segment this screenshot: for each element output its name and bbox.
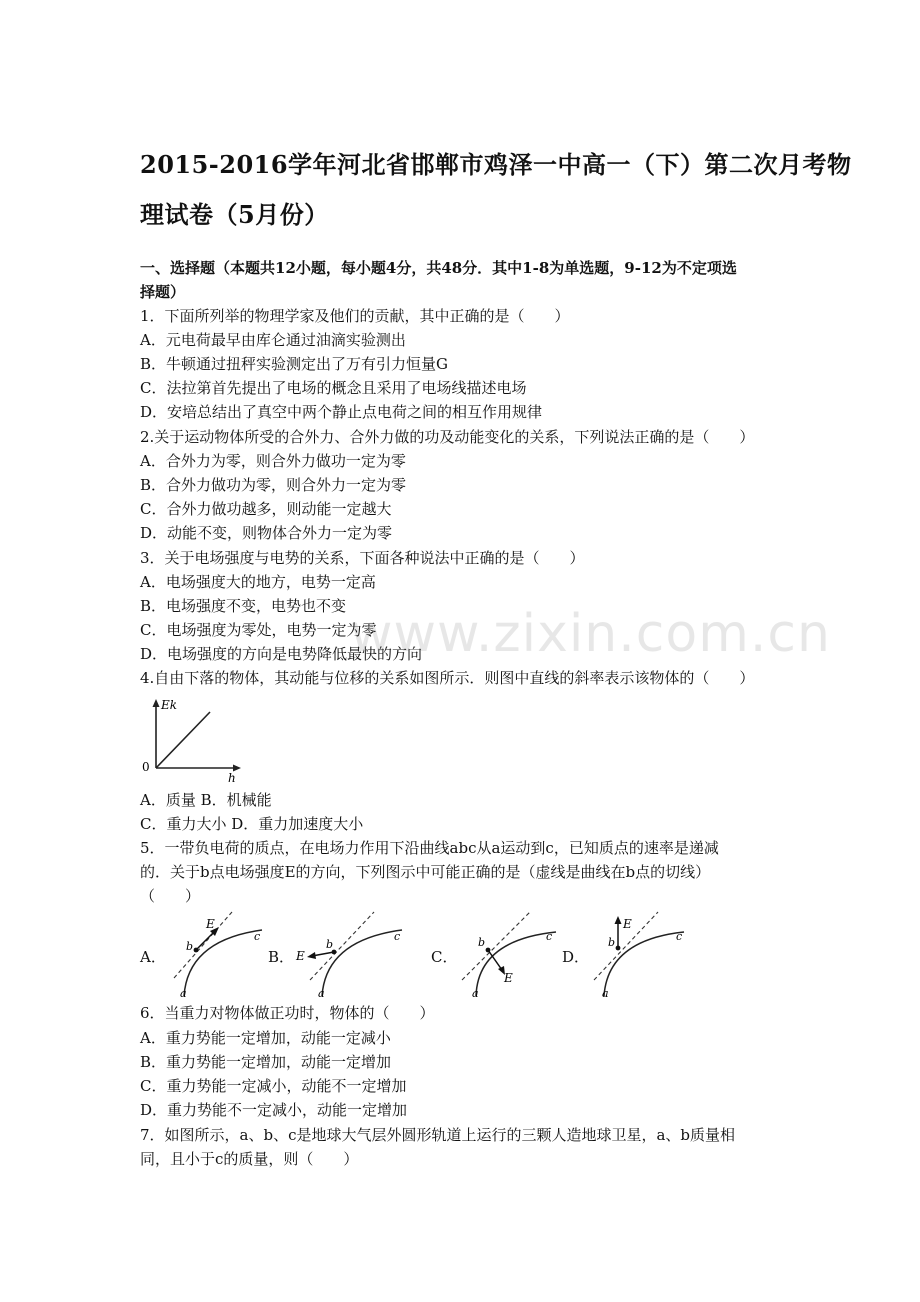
question-3-option-a: A．电场强度大的地方，电势一定高 (140, 573, 376, 591)
question-1-stem: 1．下面所列举的物理学家及他们的贡献，其中正确的是（ ） (140, 307, 570, 325)
question-5-option-b-letter: B． (268, 948, 295, 966)
question-2-option-a: A．合外力为零，则合外力做功一定为零 (140, 452, 406, 470)
tangent-line (462, 912, 530, 980)
field-curve (476, 932, 556, 996)
question-1-option-d: D．安培总结出了真空中两个静止点电荷之间的相互作用规律 (140, 403, 543, 421)
question-4-stem: 4.自由下落的物体，其动能与位移的关系如图所示．则图中直线的斜率表示该物体的（ ） (140, 669, 755, 687)
question-5-figure-d (588, 910, 692, 998)
question-5-figure-a (166, 910, 274, 998)
question-3-option-d: D．电场强度的方向是电势降低最快的方向 (140, 645, 423, 663)
graph-origin-label: 0 (142, 760, 150, 774)
question-1-option-b: B．牛顿通过扭秤实验测定出了万有引力恒量G (140, 355, 449, 373)
question-7-stem-line1: 7．如图所示，a、b、c是地球大气层外圆形轨道上运行的三颗人造地球卫星，a、b质量相 (140, 1126, 736, 1144)
svg-text:a: a (602, 987, 609, 998)
question-5-option-a-letter: A． (140, 948, 166, 966)
question-5-stem-line1: 5．一带负电荷的质点，在电场力作用下沿曲线abc从a运动到c，已知质点的速率是递减 (140, 839, 719, 857)
question-4-option-ab: A．质量 B．机械能 (140, 791, 272, 809)
exam-title-line2: 理试卷（5月份） (140, 200, 329, 229)
question-3-option-c: C．电场强度为零处，电势一定为零 (140, 621, 377, 639)
tangent-line (174, 912, 232, 978)
question-6-option-b: B．重力势能一定增加，动能一定增加 (140, 1053, 392, 1071)
watermark-text: www.zixin.com.cn (350, 604, 831, 664)
question-2-option-d: D．动能不变，则物体合外力一定为零 (140, 524, 393, 542)
svg-text:E: E (206, 917, 215, 931)
graph-line (156, 712, 210, 768)
question-2-stem: 2.关于运动物体所受的合外力、合外力做的功及动能变化的关系，下列说法正确的是（ ） (140, 428, 755, 446)
question-6-option-a: A．重力势能一定增加，动能一定减小 (140, 1029, 391, 1047)
question-1-option-a: A．元电荷最早由库仑通过油滴实验测出 (140, 331, 406, 349)
svg-text:a: a (472, 987, 479, 998)
svg-text:c: c (546, 930, 553, 943)
svg-text:b: b (326, 938, 334, 951)
graph-x-label: h (228, 771, 236, 784)
question-7-stem-line2: 同，且小于c的质量，则（ ） (140, 1150, 359, 1168)
question-5-stem-line3: （ ） (140, 887, 201, 905)
tangent-line (310, 912, 374, 980)
exam-title-line1: 2015-2016学年河北省邯郸市鸡泽一中高一（下）第二次月考物 (140, 150, 852, 179)
svg-text:b: b (478, 936, 486, 949)
section-header-line2: 择题） (140, 283, 186, 301)
question-5-figure-c (458, 910, 566, 998)
svg-text:a: a (318, 987, 325, 998)
question-3-stem: 3．关于电场强度与电势的关系，下面各种说法中正确的是（ ） (140, 549, 585, 567)
question-2-option-c: C．合外力做功越多，则动能一定越大 (140, 500, 392, 518)
svg-text:b: b (186, 940, 194, 953)
field-curve (604, 932, 684, 996)
svg-text:a: a (180, 987, 187, 998)
question-6-option-c: C．重力势能一定减小，动能不一定增加 (140, 1077, 407, 1095)
question-5-figure-b (294, 910, 410, 998)
question-3-option-b: B．电场强度不变，电势也不变 (140, 597, 347, 615)
question-5-stem-line2: 的．关于b点电场强度E的方向，下列图示中可能正确的是（虚线是曲线在b点的切线） (140, 863, 711, 881)
svg-text:E: E (504, 971, 513, 985)
field-curve (322, 930, 402, 996)
svg-text:E: E (623, 917, 632, 931)
question-6-stem: 6．当重力对物体做正功时，物体的（ ） (140, 1004, 435, 1022)
question-2-option-b: B．合外力做功为零，则合外力一定为零 (140, 476, 407, 494)
svg-text:c: c (254, 930, 261, 943)
question-6-option-d: D．重力势能不一定减小，动能一定增加 (140, 1101, 408, 1119)
question-5-option-d-letter: D． (562, 948, 590, 966)
svg-text:b: b (608, 936, 616, 949)
question-5-option-c-letter: C． (431, 948, 458, 966)
question-1-option-c: C．法拉第首先提出了电场的概念且采用了电场线描述电场 (140, 379, 527, 397)
svg-text:E: E (296, 949, 305, 963)
field-curve (184, 930, 262, 996)
graph-y-label: Ek (161, 698, 178, 712)
svg-text:c: c (676, 930, 683, 943)
svg-text:c: c (394, 930, 401, 943)
question-4-option-cd: C．重力大小 D．重力加速度大小 (140, 815, 364, 833)
graph-y-arrow (153, 699, 160, 707)
kinetic-energy-graph (140, 696, 250, 784)
section-header-line1: 一、选择题（本题共12小题，每小题4分，共48分．其中1-8为单选题，9-12为不定项选 (140, 259, 737, 277)
